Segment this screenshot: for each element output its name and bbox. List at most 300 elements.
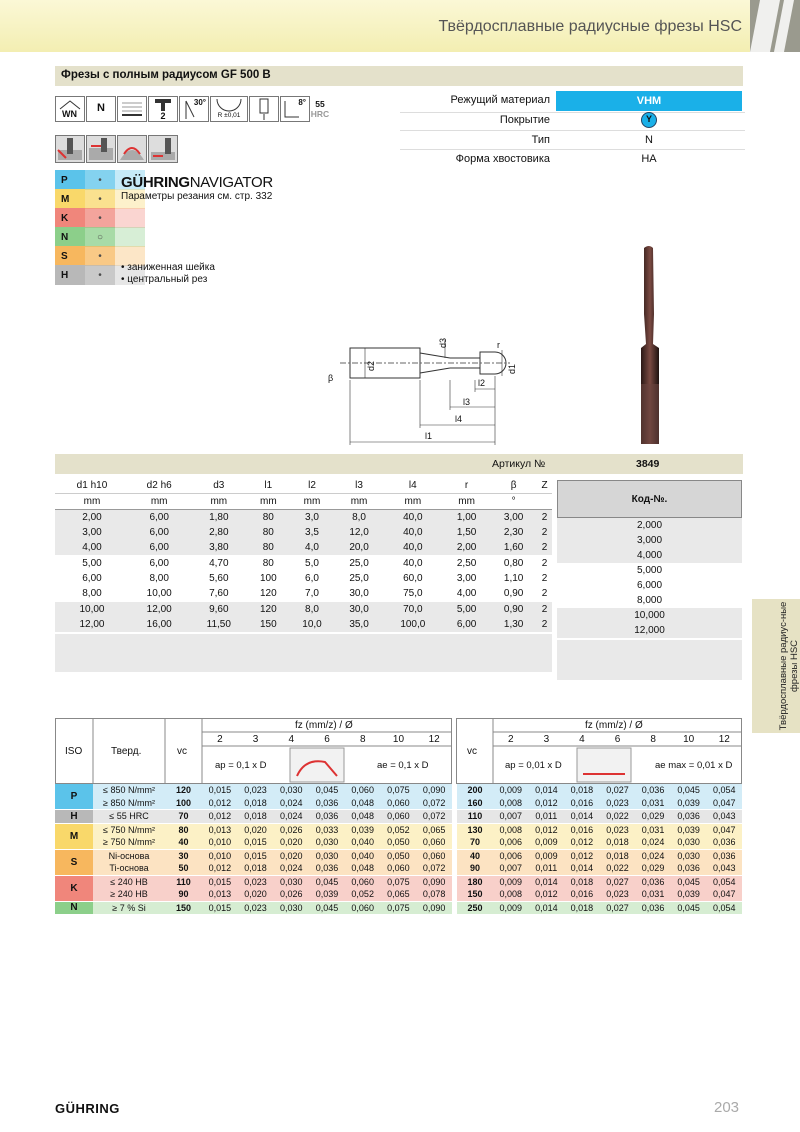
dim-cell: 35,0 [349, 619, 369, 630]
l2-label: l2 [478, 378, 486, 388]
dim-cell: 40,0 [403, 542, 423, 553]
d2-label: d2 [366, 360, 377, 372]
cut-fz-right: 0,039 [677, 824, 700, 835]
cut-vc-left: 100 [175, 797, 192, 808]
dim-cell: 5,00 [456, 604, 477, 615]
order-code[interactable]: 10,000 [557, 608, 742, 623]
hardness-unit: HRC [310, 109, 330, 119]
cut-hardness: ≤ 750 N/mm² [103, 824, 155, 835]
dim-cell: 7,60 [209, 588, 229, 599]
l3-label: l3 [463, 397, 471, 407]
cut-fz-right: 0,014 [570, 811, 594, 821]
dim-cell: 6,00 [82, 573, 102, 584]
dim-cell: 6,00 [456, 619, 477, 630]
vc-column-header: vc [177, 746, 187, 757]
cut-fz-left: 0,015 [244, 850, 267, 861]
cut-fz-right: 0,023 [606, 824, 629, 835]
cutting-material-value: VHM [636, 95, 662, 107]
dim-column-header: l1 [264, 480, 273, 491]
cut-fz-left: 0,090 [422, 876, 446, 887]
cut-hardness: ≥ 850 N/mm² [103, 797, 155, 808]
dim-cell: 2 [541, 512, 548, 523]
iso-suitability: • [85, 170, 115, 190]
cut-fz-left: 0,075 [387, 902, 410, 913]
cut-fz-right: 0,030 [677, 850, 700, 861]
cut-fz-right: 0,036 [641, 876, 665, 887]
guhring-navigator-logo [121, 174, 273, 191]
dim-cell: 3,00 [82, 527, 102, 538]
iso-code: S [55, 246, 85, 266]
cut-fz-left: 0,052 [351, 889, 374, 899]
cut-fz-left: 0,045 [315, 876, 339, 887]
dim-unit [537, 494, 552, 510]
dim-cell: 1,80 [209, 512, 229, 523]
type-label: Тип [531, 134, 550, 146]
cut-fz-left: 0,078 [422, 889, 446, 899]
dim-cell: 2 [541, 588, 548, 599]
dim-cell: 120 [259, 604, 277, 615]
tool-image [630, 244, 670, 449]
cut-fz-left: 0,060 [422, 850, 446, 861]
dim-column-header: l2 [308, 480, 316, 491]
surface-finish-icon [117, 96, 147, 122]
dim-cell: 100 [259, 573, 277, 584]
dim-cell: 25,0 [349, 573, 369, 584]
cut-fz-right: 0,036 [677, 811, 700, 821]
cut-fz-right: 0,006 [499, 837, 523, 847]
dim-column-header: r [464, 480, 469, 491]
taper-angle-label: 8° [298, 98, 306, 107]
cut-fz-left: 0,036 [315, 797, 339, 808]
dim-unit: mm [303, 496, 321, 507]
cut-fz-left: 0,048 [351, 811, 374, 821]
dim-cell: 2 [541, 604, 548, 615]
dim-cell: 120 [259, 588, 277, 599]
dim-row [55, 571, 552, 586]
cut-fz-left: 0,039 [351, 824, 374, 835]
property-divider [400, 130, 745, 131]
dim-cell: 20,0 [349, 542, 369, 553]
cut-fz-left: 0,072 [422, 811, 446, 821]
product-title: Фрезы с полным радиусом GF 500 B [61, 69, 271, 81]
dim-cell: 4,00 [456, 588, 477, 599]
cut-fz-left: 0,026 [280, 889, 303, 899]
dim-column-header: d2 h6 [146, 480, 172, 491]
dimensions-table-filler [55, 634, 552, 672]
cut-fz-right: 0,054 [712, 902, 736, 913]
cut-fz-left: 0,036 [315, 811, 339, 821]
cut-fz-left: 0,012 [208, 863, 232, 873]
cut-vc-right: 150 [467, 889, 483, 899]
cut-fz-left: 0,065 [422, 824, 446, 835]
diameter-header: 2 [217, 734, 223, 745]
cut-fz-left: 0,023 [244, 902, 267, 913]
helix-angle-label: 30° [193, 98, 206, 107]
cut-fz-left: 0,020 [280, 850, 303, 861]
cut-vc-left: 30 [178, 850, 189, 861]
dim-cell: 2,00 [456, 542, 477, 553]
dim-cell: 80 [262, 527, 274, 538]
dimensions-table [55, 478, 552, 698]
dim-cell: 2,50 [456, 558, 477, 569]
dim-cell: 5,00 [82, 558, 102, 569]
dim-cell: 0,90 [503, 588, 524, 599]
cut-fz-right: 0,018 [570, 876, 594, 887]
cut-fz-left: 0,018 [244, 863, 267, 873]
hardness-value: 55 [315, 99, 325, 109]
cut-hardness: ≥ 750 N/mm² [103, 837, 155, 847]
dim-cell: 0,80 [503, 558, 524, 569]
cut-fz-right: 0,027 [606, 902, 629, 913]
dim-cell: 3,00 [456, 573, 477, 584]
dim-unit: mm [404, 496, 422, 507]
order-code[interactable]: 5,000 [557, 563, 742, 578]
diameter-header: 2 [508, 734, 514, 745]
cut-fz-right: 0,031 [641, 797, 665, 808]
cut-fz-left: 0,060 [387, 797, 410, 808]
dim-row [55, 540, 552, 556]
dim-cell: 6,00 [149, 558, 169, 569]
cut-fz-left: 0,065 [387, 889, 410, 899]
dim-row [55, 525, 552, 540]
article-label: Артикул № [492, 458, 546, 470]
cut-fz-right: 0,043 [712, 811, 736, 821]
cut-fz-left: 0,060 [422, 837, 446, 847]
cut-fz-right: 0,011 [535, 811, 558, 821]
dim-column-header: d1 h10 [76, 480, 108, 491]
navigator-suffix: NAVIGATOR [189, 174, 273, 191]
cut-fz-left: 0,023 [244, 876, 267, 887]
page-title: Твёрдосплавные радиусные фрезы HSC [438, 18, 742, 35]
cut-fz-right: 0,012 [535, 824, 558, 835]
iso-suitability: • [85, 265, 115, 285]
cut-fz-left: 0,075 [387, 785, 410, 795]
order-code[interactable]: 6,000 [557, 578, 742, 593]
cut-fz-left: 0,060 [351, 876, 374, 887]
property-divider [400, 149, 745, 150]
iso-code: K [55, 208, 85, 228]
dim-cell: 1,60 [503, 542, 524, 553]
cut-fz-left: 0,018 [244, 811, 267, 821]
diameter-header-right [493, 734, 742, 745]
dim-cell: 3,80 [209, 542, 229, 553]
order-code[interactable]: 8,000 [557, 593, 742, 608]
cut-fz-left: 0,015 [208, 876, 232, 887]
page-number: 203 [714, 1099, 740, 1116]
dim-cell: 8,00 [82, 588, 102, 599]
cut-fz-right: 0,022 [606, 863, 629, 873]
ap-right-label: ap = 0,01 x D [505, 760, 562, 771]
cut-fz-left: 0,030 [280, 902, 303, 913]
dim-cell: 6,00 [149, 512, 169, 523]
cut-fz-left: 0,020 [244, 889, 267, 899]
brand-mark [750, 0, 800, 52]
cut-fz-left: 0,010 [208, 837, 232, 847]
cut-fz-right: 0,043 [712, 863, 736, 873]
dim-cell: 40,0 [403, 527, 423, 538]
footer-logo: GÜHRING [55, 1101, 120, 1116]
dim-column-header: l4 [408, 480, 417, 491]
cut-hardness: Ti-основа [109, 863, 149, 873]
cut-fz-right: 0,009 [499, 876, 523, 887]
cut-fz-left: 0,012 [208, 811, 232, 821]
dim-cell: 1,50 [456, 527, 477, 538]
r-label: r [497, 340, 500, 350]
iso-code: N [55, 227, 85, 247]
cut-vc-right: 250 [467, 902, 483, 913]
order-code[interactable]: 12,000 [557, 623, 742, 638]
ae-right-label: ae max = 0,01 x D [655, 760, 733, 771]
iso-code: M [55, 189, 85, 209]
cut-vc-left: 70 [178, 811, 189, 821]
radius-tolerance-label: R ±0,01 [217, 112, 241, 119]
cut-fz-left: 0,012 [208, 797, 232, 808]
cut-fz-left: 0,030 [280, 785, 303, 795]
code-column-filler [557, 640, 742, 680]
code-column [557, 518, 742, 698]
dim-cell: 2,00 [82, 512, 102, 523]
cut-fz-left: 0,013 [208, 889, 232, 899]
cut-fz-right: 0,023 [606, 797, 629, 808]
cut-fz-right: 0,036 [641, 902, 665, 913]
section-side-tab-label: Твёрдосплавные радиус-ные фрезы HSC [778, 601, 800, 731]
dim-cell: 3,00 [503, 512, 524, 523]
dim-cell: 2 [541, 527, 548, 538]
cut-fz-right: 0,012 [535, 797, 558, 808]
cut-vc-left: 40 [178, 837, 189, 847]
cut-fz-left: 0,030 [280, 876, 303, 887]
iso-code: P [55, 170, 85, 190]
iso-suitability: ○ [85, 227, 115, 247]
dim-cell: 12,0 [349, 527, 369, 538]
feature-item: • заниженная шейка [121, 262, 215, 273]
cut-fz-left: 0,015 [208, 902, 232, 913]
dim-cell: 30,0 [349, 604, 369, 615]
plunge-icon [249, 96, 279, 122]
cut-vc-left: 120 [175, 785, 192, 795]
diameter-header: 3 [543, 734, 550, 745]
cut-fz-left: 0,015 [208, 785, 232, 795]
iso-suitability: • [85, 246, 115, 266]
cutting-material-label: Режущий материал [450, 94, 550, 106]
cut-fz-left: 0,072 [422, 863, 446, 873]
cut-vc-right: 90 [469, 863, 480, 873]
dim-cell: 25,0 [349, 558, 369, 569]
cut-hardness: ≥ 240 HB [110, 889, 148, 899]
cut-fz-left: 0,030 [315, 850, 339, 861]
cut-iso-cell: M [55, 824, 93, 849]
d3-label: d3 [438, 337, 449, 349]
plunging-op-icon [148, 135, 178, 163]
profiling-op-icon [86, 135, 116, 163]
section-side-tab[interactable] [752, 599, 800, 733]
dim-cell: 30,0 [349, 588, 369, 599]
cut-fz-left: 0,036 [315, 863, 339, 873]
shank-form-value: HA [641, 153, 657, 165]
cut-iso-cell: K [55, 876, 93, 901]
dim-column-header: Z [541, 480, 548, 491]
type-n-icon: N [86, 96, 116, 122]
dim-column-header: d3 [213, 480, 225, 491]
cut-fz-right: 0,016 [570, 889, 594, 899]
dim-cell: 4,0 [305, 542, 319, 553]
cut-iso-cell: P [55, 784, 93, 809]
coating-label: Покрытие [499, 114, 550, 126]
cut-fz-right: 0,008 [499, 824, 523, 835]
d1-label: d1 [507, 363, 518, 375]
dim-cell: 8,00 [149, 573, 169, 584]
dim-column-header: l3 [355, 480, 363, 491]
helix-angle-icon [179, 96, 209, 122]
cut-fz-left: 0,010 [208, 850, 232, 861]
vc-column-header-right: vc [467, 746, 477, 757]
dim-cell: 8,0 [305, 604, 319, 615]
l4-label: l4 [455, 414, 463, 424]
dim-cell: 2 [541, 573, 548, 584]
dim-unit: mm [210, 496, 228, 507]
dim-cell: 6,0 [305, 573, 319, 584]
cut-fz-right: 0,054 [712, 876, 736, 887]
cut-fz-right: 0,009 [499, 902, 523, 913]
shank-form-label: Форма хвостовика [455, 153, 550, 165]
dim-cell: 2,30 [503, 527, 524, 538]
dim-cell: 60,0 [403, 573, 423, 584]
cut-fz-left: 0,045 [315, 902, 339, 913]
order-code[interactable]: 2,000 [557, 518, 742, 533]
cut-fz-right: 0,016 [570, 824, 594, 835]
cut-fz-right: 0,014 [535, 785, 558, 795]
cut-fz-right: 0,009 [535, 837, 558, 847]
dim-cell: 70,0 [403, 604, 423, 615]
cut-fz-right: 0,012 [570, 837, 594, 847]
dim-cell: 3,5 [305, 527, 319, 538]
cut-fz-left: 0,060 [387, 863, 410, 873]
dim-cell: 1,10 [503, 573, 524, 584]
cut-vc-right: 130 [467, 824, 483, 835]
cut-fz-right: 0,014 [570, 863, 594, 873]
dim-cell: 5,60 [209, 573, 229, 584]
fz-header-right: fz (mm/z) / Ø [585, 720, 643, 731]
dim-cell: 1,00 [456, 512, 477, 523]
diameter-header: 12 [718, 734, 730, 745]
dim-cell: 2 [541, 542, 548, 553]
cut-vc-right: 160 [467, 797, 483, 808]
cut-fz-right: 0,039 [677, 889, 700, 899]
dim-cell: 40,0 [403, 558, 423, 569]
diameter-header: 8 [650, 734, 656, 745]
dim-cell: 9,60 [209, 604, 229, 615]
cut-fz-right: 0,014 [535, 902, 558, 913]
cut-iso-cell: N [55, 902, 93, 915]
iso-bar [115, 208, 145, 228]
dim-cell: 80 [262, 558, 274, 569]
iso-code: H [55, 265, 85, 285]
dim-cell: 6,00 [149, 542, 169, 553]
wn-label: WN [62, 109, 77, 119]
dim-row [55, 510, 552, 526]
cut-fz-right: 0,054 [712, 785, 736, 795]
cut-fz-right: 0,047 [712, 797, 736, 808]
cut-fz-left: 0,024 [280, 811, 303, 821]
cut-fz-left: 0,072 [422, 797, 446, 808]
cut-fz-right: 0,045 [677, 876, 700, 887]
iso-row [55, 208, 145, 228]
cut-fz-right: 0,007 [499, 811, 523, 821]
cut-fz-left: 0,090 [422, 902, 446, 913]
flutes-icon [148, 96, 178, 122]
dim-cell: 11,50 [206, 619, 231, 630]
diameter-header: 4 [579, 734, 585, 745]
dim-cell: 150 [259, 619, 277, 630]
dim-unit: mm [259, 496, 277, 507]
slotting-op-icon [55, 135, 85, 163]
cut-vc-right: 200 [467, 785, 483, 795]
cut-vc-right: 110 [467, 811, 483, 821]
dim-cell: 2 [541, 619, 548, 630]
cut-vc-left: 80 [178, 824, 189, 835]
brand-stripes-icon [750, 0, 800, 52]
ae-left-label: ae = 0,1 x D [377, 760, 429, 771]
cut-fz-left: 0,045 [315, 785, 339, 795]
dim-cell: 80 [262, 542, 274, 553]
cut-fz-left: 0,060 [351, 902, 374, 913]
cut-hardness: ≤ 240 HB [110, 876, 148, 887]
cut-fz-right: 0,027 [606, 876, 629, 887]
dim-cell: 10,00 [146, 588, 172, 599]
dim-cell: 4,00 [82, 542, 102, 553]
cut-fz-left: 0,020 [280, 837, 303, 847]
order-code[interactable]: 3,000 [557, 533, 742, 548]
cut-vc-left: 90 [178, 889, 189, 899]
dim-cell: 10,00 [79, 604, 105, 615]
cut-fz-right: 0,018 [570, 785, 594, 795]
cut-fz-left: 0,040 [351, 850, 374, 861]
feature-item: • центральный рез [121, 274, 208, 285]
order-code[interactable]: 4,000 [557, 548, 742, 563]
cut-fz-right: 0,009 [535, 850, 558, 861]
cutting-params-reference: Параметры резания см. стр. 332 [121, 191, 273, 202]
cut-fz-left: 0,048 [351, 797, 374, 808]
fz-header-left: fz (mm/z) / Ø [295, 720, 353, 731]
cut-vc-right: 180 [467, 876, 483, 887]
cut-iso-cell: H [55, 810, 93, 823]
cut-fz-left: 0,030 [315, 837, 339, 847]
cut-iso-cell: S [55, 850, 93, 875]
cut-fz-right: 0,047 [712, 889, 736, 899]
dim-cell: 8,0 [352, 512, 366, 523]
cut-fz-left: 0,013 [208, 824, 232, 835]
cut-fz-left: 0,060 [387, 811, 410, 821]
cut-fz-left: 0,020 [244, 824, 267, 835]
cut-fz-left: 0,015 [244, 837, 267, 847]
cut-fz-right: 0,016 [570, 797, 594, 808]
cut-fz-left: 0,090 [422, 785, 446, 795]
cut-fz-right: 0,027 [606, 785, 629, 795]
diameter-header: 4 [288, 734, 295, 745]
cut-fz-right: 0,018 [606, 837, 629, 847]
cut-fz-right: 0,036 [677, 863, 700, 873]
dim-cell: 6,00 [149, 527, 169, 538]
dim-row [55, 586, 552, 602]
diameter-header: 10 [683, 734, 695, 745]
cut-fz-left: 0,018 [244, 797, 267, 808]
cut-fz-right: 0,008 [499, 889, 523, 899]
dim-cell: 5,0 [305, 558, 319, 569]
cut-fz-left: 0,050 [387, 837, 410, 847]
dim-unit: mm [83, 496, 101, 507]
iso-row [55, 227, 145, 247]
cut-fz-left: 0,075 [387, 876, 410, 887]
